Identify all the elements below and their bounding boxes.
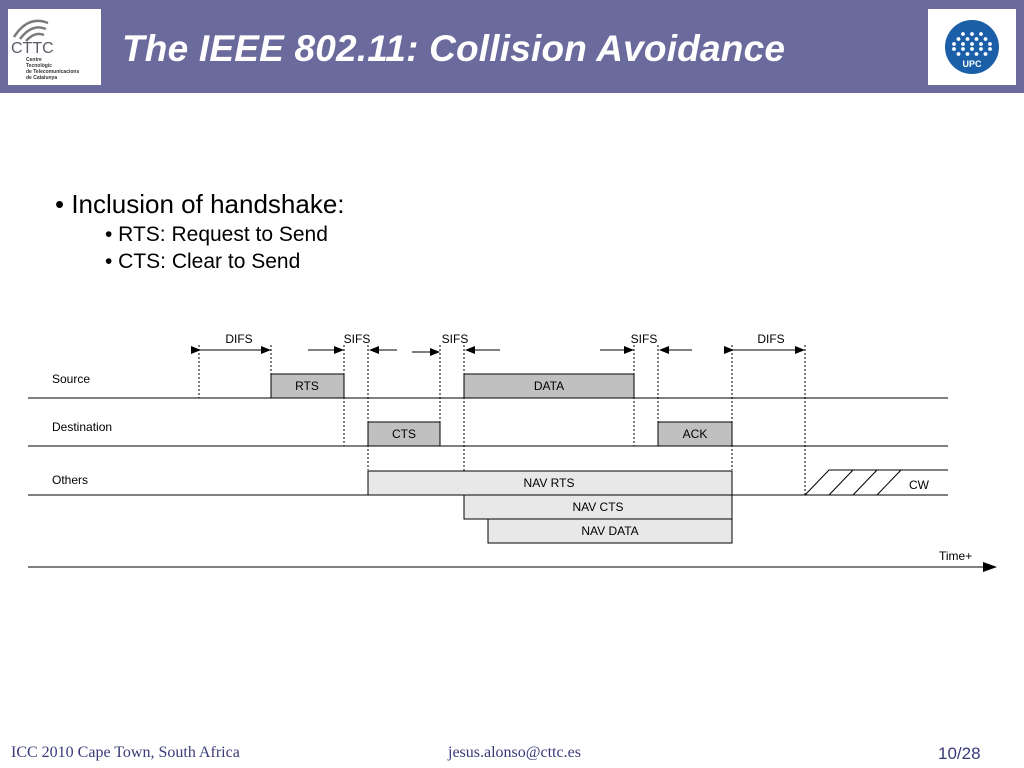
page-number: 10/28: [938, 744, 981, 763]
bullet-rts: • RTS: Request to Send: [105, 223, 328, 246]
nav-cts-label: NAV CTS: [572, 500, 624, 514]
bullet-handshake: • Inclusion of handshake:: [55, 189, 345, 219]
row-label-destination: Destination: [52, 420, 113, 434]
upc-logo-text: UPC: [962, 59, 982, 69]
cw-label: CW: [909, 478, 929, 492]
slide-title: The IEEE 802.11: Collision Avoidance: [122, 28, 786, 69]
svg-text:Tecnològic: Tecnològic: [26, 63, 53, 69]
nav-rts-label: NAV RTS: [523, 476, 575, 490]
sifs-label-2: SIFS: [441, 332, 469, 346]
data-frame-label: DATA: [533, 379, 565, 393]
ack-frame-label: ACK: [682, 427, 708, 441]
cts-frame-label: CTS: [392, 427, 416, 441]
difs-label-2: DIFS: [757, 332, 785, 346]
bullet-cts: • CTS: Clear to Send: [105, 250, 301, 273]
sifs-label-1: SIFS: [343, 332, 371, 346]
svg-text:Centre: Centre: [26, 57, 42, 63]
difs-label-1: DIFS: [225, 332, 253, 346]
footer-conference: ICC 2010 Cape Town, South Africa: [11, 744, 240, 761]
row-label-source: Source: [52, 372, 91, 386]
footer-email[interactable]: jesus.alonso@cttc.es: [448, 744, 581, 761]
nav-data-label: NAV DATA: [581, 524, 639, 538]
cttc-logo-c: CTTC: [11, 40, 54, 57]
sifs-label-3: SIFS: [630, 332, 658, 346]
rts-frame-label: RTS: [295, 379, 319, 393]
svg-text:de Catalunya: de Catalunya: [26, 75, 58, 81]
time-axis-label: Time+: [939, 549, 973, 563]
svg-text:de Telecomunicacions: de Telecomunicacions: [26, 69, 80, 75]
row-label-others: Others: [52, 473, 89, 487]
